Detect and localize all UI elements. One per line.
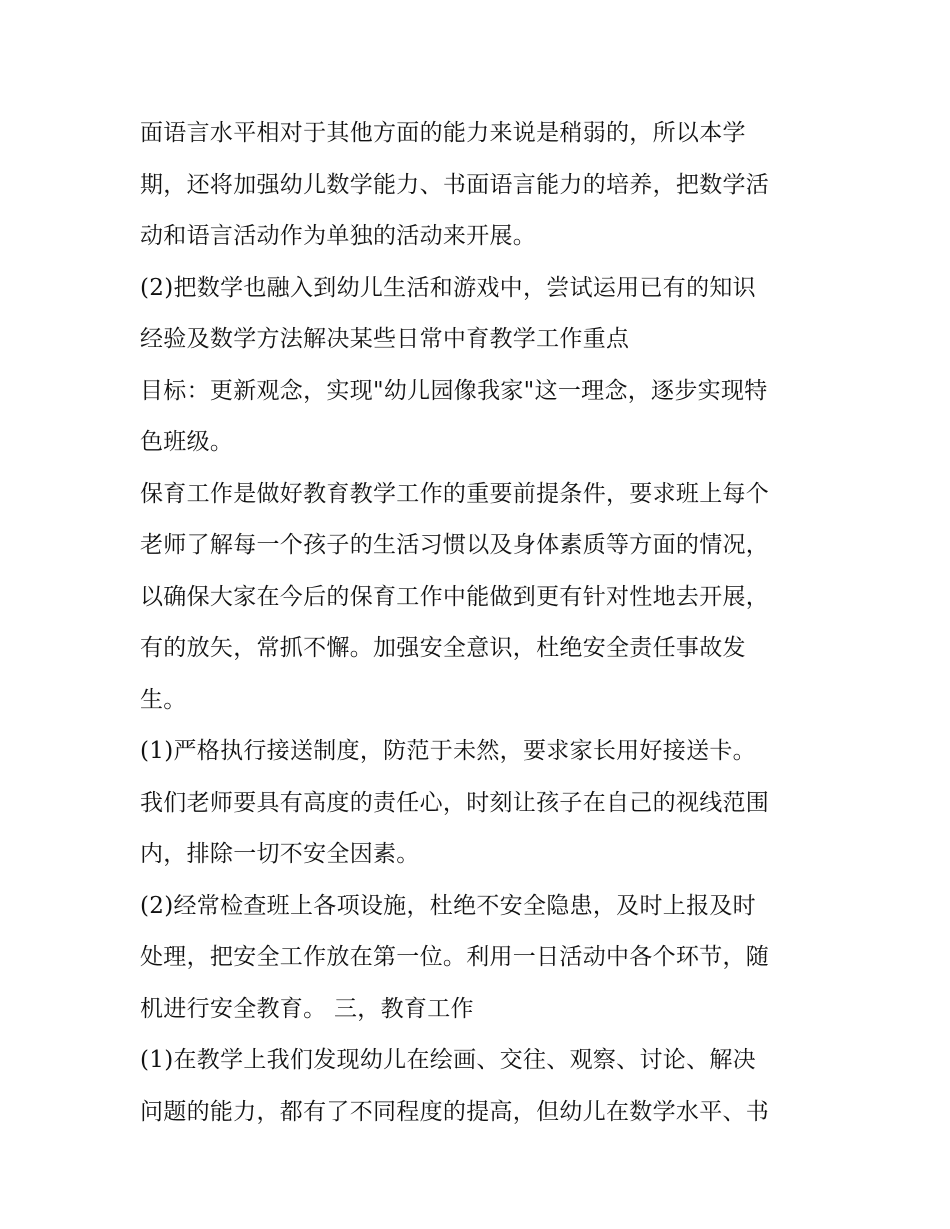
text-line: (1)在教学上我们发现幼儿在绘画、交往、观察、讨论、解决 [140, 1047, 756, 1073]
text-line: 目标：更新观念，实现"幼儿园像我家"这一理念，逐步实现特 [140, 377, 768, 404]
text-line: (1)严格执行接送制度，防范于未然，要求家长用好接送卡。 [140, 738, 756, 764]
text-line: (2)经常检查班上各项设施，杜绝不安全隐患，及时上报及时 [140, 892, 756, 919]
text-line: 动和语言活动作为单独的活动来开展。 [140, 223, 537, 249]
text-line: 期，还将加强幼儿数学能力、书面语言能力的培养，把数学活 [140, 171, 770, 198]
text-line: 有的放矢，常抓不懈。加强安全意识，杜绝安全责任事故发 [140, 635, 746, 661]
document-body [140, 108, 820, 1138]
text-line: 机进行安全教育。 三，教育工作 [140, 995, 474, 1022]
text-line: 保育工作是做好教育教学工作的重要前提条件，要求班上每个 [140, 480, 770, 507]
text-line: 以确保大家在今后的保育工作中能做到更有针对性地去开展， [140, 583, 770, 610]
text-line: (2)把数学也融入到幼儿生活和游戏中，尝试运用已有的知识 [140, 274, 756, 301]
text-line: 问题的能力，都有了不同程度的提高，但幼儿在数学水平、书 [140, 1098, 770, 1125]
text-line: 我们老师要具有高度的责任心，时刻让孩子在自己的视线范围 [140, 789, 770, 816]
text-line: 生。 [140, 686, 187, 713]
text-line: 经验及数学方法解决某些日常中育教学工作重点 [140, 326, 630, 352]
text-line: 色班级。 [140, 429, 234, 455]
text-line: 内，排除一切不安全因素。 [140, 841, 420, 867]
text-line: 处理，把安全工作放在第一位。利用一日活动中各个环节，随 [140, 944, 770, 970]
text-line: 面语言水平相对于其他方面的能力来说是稍弱的，所以本学 [140, 120, 746, 146]
text-line: 老师了解每一个孩子的生活习惯以及身体素质等方面的情况， [140, 532, 770, 558]
